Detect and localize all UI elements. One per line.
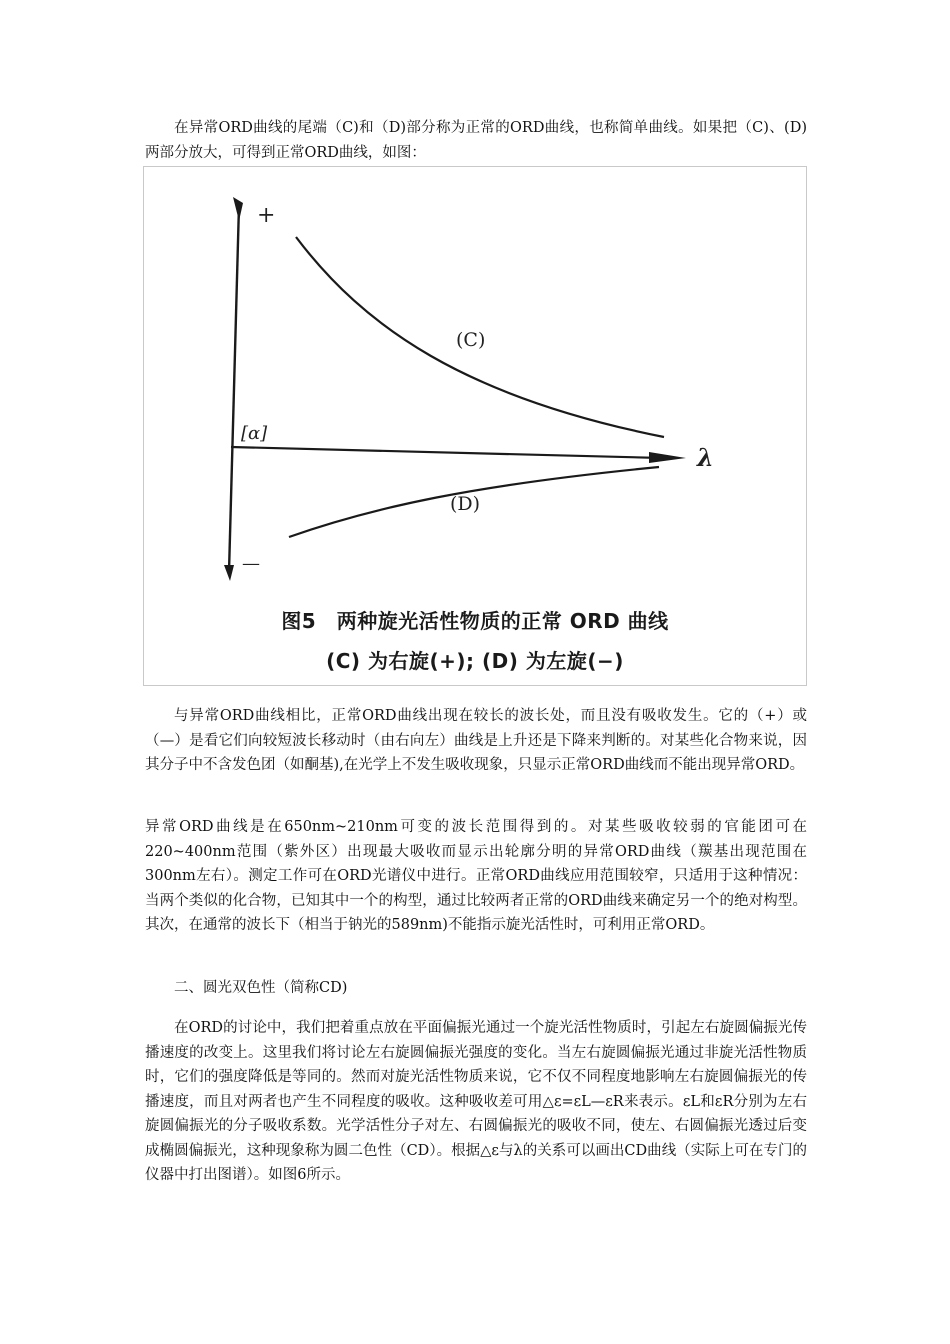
vertical-axis-arrow-down [224,565,234,581]
figure-caption-line-1: 图5 两种旋光活性物质的正常 ORD 曲线 [281,609,669,633]
section-heading-cd: 二、圆光双色性（简称CD) [174,980,348,996]
figure-5-ord-curves [143,166,807,686]
cd-paragraph: 在ORD的讨论中，我们把着重点放在平面偏振光通过一个旋光活性物质时，引起左右旋圆偏振光传播速度的改变上。这里我们将讨论左右旋圆偏振光强度的变化。当左右旋圆偏振光通过非旋光活性物质时，它们的强度降低是等同的。然而对旋光活性物质来说，它不仅不同程度地影响左右旋圆偏振光的传播速度，而且对两者也产生不同程度的吸收。这种吸收差可用△ε=εL—εR来表示。εL和εR分别为左右旋圆偏振光的分子吸收系数。光学活性分子对左、右圆偏振光的吸收不同，使左、右圆偏振光透过后变成椭圆偏振光，这种现象称为圆二色性（CD）。根据△ε与λ的关系可以画出CD曲线（实际上可在专门的仪器中打出图谱）。如图6所示。 [145,1020,807,1183]
lambda-label: λ [697,443,714,472]
alpha-label: [α] [241,423,268,444]
curve-c-label: (C) [456,329,486,351]
wavelength-axis-arrow [649,452,686,463]
plus-label: + [257,203,276,228]
minus-label: — [242,553,260,574]
figure-caption-line-2: (C) 为右旋(+); (D) 为左旋(−) [326,649,624,673]
intro-paragraph: 在异常ORD曲线的尾端（C)和（D)部分称为正常的ORD曲线，也称简单曲线。如果把（C)、(D)两部分放大，可得到正常ORD曲线，如图： [145,120,807,161]
comparison-paragraph: 与异常ORD曲线相比，正常ORD曲线出现在较长的波长处，而且没有吸收发生。它的（+）或（—）是看它们向较短波长移动时（由右向左）曲线是上升还是下降来判断的。对某些化合物来说，因其分子中不含发色团（如酮基),在光学上不发生吸收现象，只显示正常ORD曲线而不能出现异常ORD。 [145,708,807,773]
wavelength-axis [231,447,662,458]
range-paragraph: 异常ORD曲线是在650nm~210nm可变的波长范围得到的。对某些吸收较弱的官能团可在220~400nm范围（紫外区）出现最大吸收而显示出轮廓分明的异常ORD曲线（羰基出现范围在300nm左右）。测定工作可在ORD光谱仪中进行。正常ORD曲线应用范围较窄，只适用于这种情况：当两个类似的化合物，已知其中一个的构型，通过比较两者正常的ORD曲线来确定另一个的绝对构型。其次，在通常的波长下（相当于钠光的589nm)不能指示旋光活性时，可利用正常ORD。 [145,819,807,933]
vertical-axis [229,205,239,572]
curve-d-label: (D) [450,493,481,515]
